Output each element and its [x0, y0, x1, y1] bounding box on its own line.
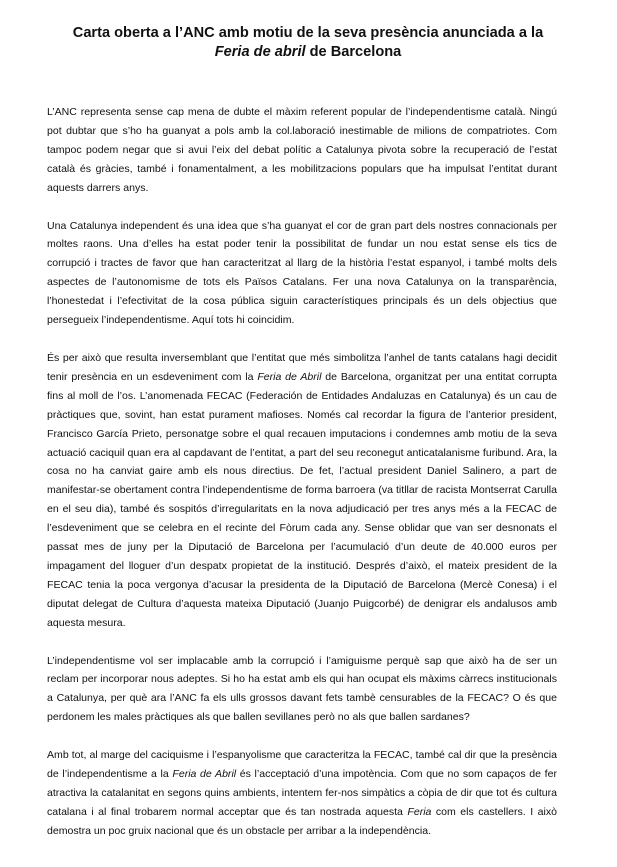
paragraph-4-text: L’independentisme vol ser implacable amb la corrupció i l’amiguisme perquè sap que això ha de ser un reclam per incorporar nous adeptes. Si ho ha estat amb els qui han ocupat els màxims càrrecs institucionals a Catalunya, per què ara l’ANC fa els ulls grossos davant fets tambè censurables de la FECAC? O és que perdonem les males pràctiques als que ballen sevillanes però no als que ballen sardanes?: [47, 654, 557, 724]
paragraph-5-text-b: és l’acceptació d’una impotència. Com que no som capaços de fer atractiva la catalanitat en segons quins ambients, intentem fer-nos simpàtics a còpia de dir que tot és cultura catalana i al final trobarem normal acceptar que és tan nostrada aquesta: [47, 768, 557, 818]
document-title: [47, 24, 557, 62]
paragraph-4: [47, 652, 557, 728]
paragraph-5-text-a: Amb tot, al marge del caciquisme i l’espanyolisme que caracteritza la FECAC, també cal dir que la presència de l’independentisme a la: [47, 749, 557, 781]
paragraph-1: [47, 103, 557, 198]
paragraph-3-text-a: És per això que resulta inversemblant que l’entitat que més simbolitza l’anhel de tants catalans hagi decidit tenir presència en un esdeveniment com la: [47, 351, 557, 383]
title-text-1: Carta oberta a l’ANC amb motiu de la seva presència anunciada a la: [72, 25, 544, 41]
paragraph-1-text: L’ANC representa sense cap mena de dubte el màxim referent popular de l’independentisme català. Ningú pot dubtar que s’ho ha guanyat a pols amb la col.laboració inestimable de milions de compatriotes. Com tampoc podem negar que si avui l’eix del debat polític a Catalunya pivota sobre la recuperació de l’estat català és gràcies, també i fonamentalment, a les mobilitzacions populars que ha impulsat l’entitat durant aquests darrers anys.: [47, 106, 557, 194]
paragraph-5: [47, 746, 557, 841]
paragraph-2-text: Una Catalunya independent és una idea que s’ha guanyat el cor de gran part dels nostres connacionals per moltes raons. Una d’elles ha estat poder tenir la possibilitat de fundar un nou estat sense els tics de corrupció i tractes de favor que han caracteritzat al llarg de la història l’estat espanyol, i també molts dels aspectes de l’autonomisme de tots els Països Catalans. Fer una nova Catalunya on la transparència, l’honestedat i l’efectivitat de la cosa pública siguin característiques principals és un dels objectius que persegueix l’independentisme. Aquí tots hi coincidim.: [47, 219, 557, 327]
paragraph-3: [47, 349, 557, 633]
paragraph-5-text-c: com els castellers. I això demostra un poc gruix nacional que és un obstacle per arribar a la independència.: [47, 805, 557, 837]
title-text-2: de Barcelona: [305, 44, 402, 60]
title-italic-feria: Feria de abril: [214, 44, 306, 60]
paragraph-3-text-b: de Barcelona, organitzat per una entitat corrupta fins al moll de l’os. L’anomenada FECAC (Federación de Entidades Andaluzas en Catalunya) és un cau de pràctiques que, sovint, han estat purament mafioses. Només cal recordar la figura de l’anterior president, Francisco García Prieto, personatge sobre el qual recauen imputacions i condemnes amb motiu de la seva actuació caciquil quan era al capdavant de l’entitat, a part del seu reconegut anticatalanisme furibund. Ara, la cosa no ha canviat gaire amb els nous directius. De fet, l’actual president Daniel Salinero, a part de manifestar-se obertament contra l’independentisme de forma barroera (va titllar de racista Montserrat Carulla en el seu dia), també és sospitós d’irregularitats en la nova adjudicació per tres anys més a la FECAC de l’esdeveniment que se celebra en el recinte del Fòrum cada any. Sense oblidar que van ser desnonats el passat mes de juny per la Diputació de Barcelona per l’acumulació d’un deute de 40.000 euros per impagament del lloguer d’un despatx propietat de la institució. Després d’això, el mateix president de la FECAC tenia la poca vergonya d’acusar la presidenta de la Diputació de Barcelona (Mercè Conesa) i el diputat delegat de Cultura d’aquesta mateixa Diputació (Juanjo Puigcorbé) de denigrar els andalusos amb aquesta mesura.: [47, 370, 557, 629]
paragraph-5-italic-feria: Feria: [407, 805, 432, 818]
paragraph-2: [47, 217, 557, 330]
paragraph-3-italic-feria: Feria de Abril: [257, 370, 322, 383]
paragraph-5-italic-feria-abril: Feria de Abril: [172, 768, 237, 781]
